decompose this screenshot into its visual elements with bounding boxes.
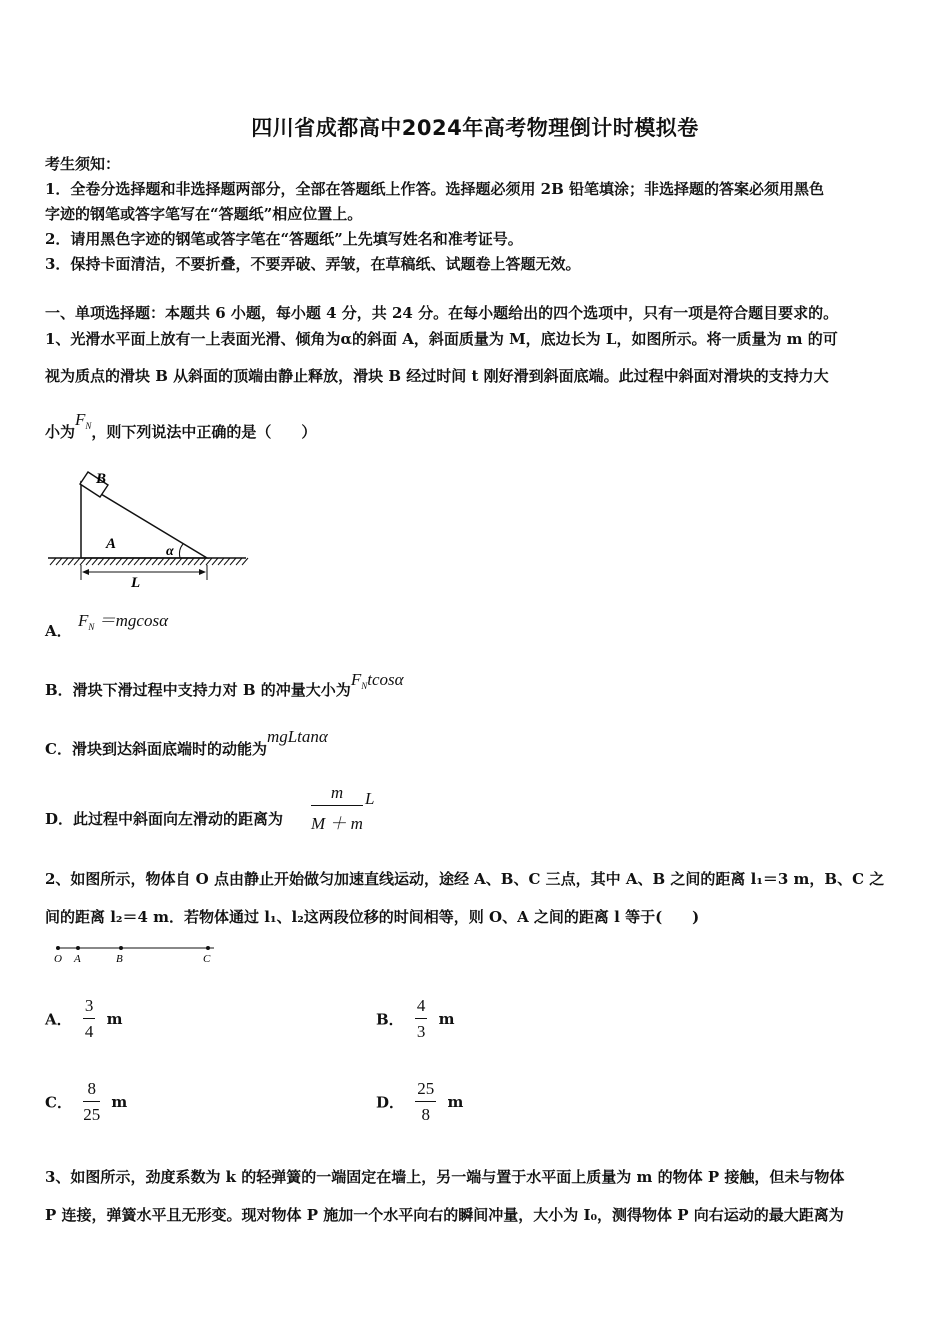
option-unit: m — [438, 1010, 455, 1028]
q2-option-b[interactable] — [376, 996, 455, 1042]
point-c-dot — [206, 946, 210, 950]
q1-line-2: 视为质点的滑块 B 从斜面的顶端由静止释放，滑块 B 经过时间 t 刚好滑到斜面底端。此过程中斜面对滑块的支持力大 — [45, 367, 829, 385]
fraction-numerator: 4 — [415, 996, 428, 1019]
q1-option-d[interactable] — [45, 808, 283, 829]
n-subscript: N — [361, 681, 368, 691]
dim-arrow-left — [82, 569, 89, 575]
angle-arc — [179, 544, 183, 558]
f-letter: F — [78, 611, 89, 630]
q2-option-c[interactable] — [45, 1079, 127, 1125]
q1-option-d-text: D．此过程中斜面向左滑动的距离为 — [45, 810, 284, 828]
q1-option-b-text: B．滑块下滑过程中支持力对 B 的冲量大小为 — [45, 681, 351, 699]
q1-option-c[interactable] — [45, 727, 328, 759]
option-label: B． — [376, 1010, 404, 1029]
option-fraction — [83, 996, 96, 1042]
option-label: C． — [45, 1093, 72, 1112]
option-label: D． — [376, 1093, 405, 1112]
notice-item-1b: 字迹的钢笔或答字笔写在“答题纸”相应位置上。 — [45, 205, 363, 223]
fraction-numerator: 3 — [83, 996, 96, 1019]
page-title: 四川省成都高中2024年高考物理倒计时模拟卷 — [251, 116, 699, 140]
fraction-numerator: 25 — [415, 1079, 436, 1102]
q1-option-d-expr — [311, 783, 374, 834]
fraction-denominator: M ＋ m — [311, 814, 363, 833]
notice-item-2: 2．请用黑色字迹的钢笔或答字笔在“答题纸”上先填写姓名和准考证号。 — [45, 230, 523, 248]
dim-arrow-right — [199, 569, 206, 575]
option-fraction — [415, 1079, 436, 1125]
point-b-label: B — [116, 953, 123, 965]
label-a: A — [106, 536, 117, 552]
f-letter: F — [75, 410, 86, 429]
q2-option-a[interactable] — [45, 996, 122, 1042]
notice-item-3: 3．保持卡面清洁，不要折叠，不要弄破、弄皱，在草稿纸、试题卷上答题无效。 — [45, 255, 581, 273]
f-letter: F — [350, 670, 362, 689]
q1-option-d-fraction — [311, 783, 363, 834]
fraction-numerator: 8 — [83, 1079, 100, 1102]
q1-line-3-suffix: ，则下列说法中正确的是（ ） — [91, 423, 317, 441]
n-subscript: N — [85, 421, 92, 431]
q1-option-a-label[interactable]: A． — [45, 622, 72, 640]
fraction-denominator: 25 — [83, 1105, 101, 1124]
q3-line-2: P 连接，弹簧水平且无形变。现对物体 P 施加一个水平向右的瞬间冲量，大小为 I₀，测得物体 P 向右运动的最大距离为 — [45, 1206, 844, 1224]
line-points-figure — [48, 940, 223, 966]
q2-line-1: 2、如图所示，物体自 O 点由静止开始做匀加速直线运动，途经 A、B、C 三点，其中 A、B 之间的距离 l₁＝3 m，B、C 之 — [45, 870, 885, 888]
q1-option-c-expr: mgLtanα — [266, 727, 328, 746]
q1-fn-symbol — [75, 410, 91, 429]
option-fraction — [415, 996, 428, 1042]
point-o-dot — [56, 946, 60, 950]
label-l: L — [131, 575, 141, 591]
q1-line-3-prefix: 小为 — [45, 423, 76, 441]
q1-option-b-expr — [351, 670, 404, 689]
fraction-denominator: 8 — [421, 1105, 430, 1124]
q1-option-a-rhs: ＝mgcosα — [98, 611, 169, 630]
q1-option-a-expr — [78, 606, 168, 632]
incline-figure — [44, 468, 254, 592]
point-o-label: O — [54, 953, 62, 965]
ground-hatching — [50, 558, 248, 565]
option-unit: m — [111, 1093, 128, 1111]
q2-line-2: 间的距离 l₂＝4 m．若物体通过 l₁、l₂这两段位移的时间相等，则 O、A 之间的距离 l 等于( ) — [45, 908, 700, 926]
q1-line-3 — [45, 410, 317, 443]
option-fraction — [83, 1079, 100, 1125]
fraction-denominator: 4 — [84, 1022, 94, 1041]
option-unit: m — [106, 1010, 123, 1028]
point-a-dot — [76, 946, 80, 950]
q1-option-b-rhs: tcosα — [367, 670, 404, 689]
point-a-label: A — [74, 953, 81, 965]
q1-option-b[interactable] — [45, 670, 404, 701]
label-b: B — [96, 471, 107, 487]
label-alpha: α — [166, 544, 174, 559]
q1-option-c-text: C．滑块到达斜面底端时的动能为 — [45, 740, 267, 758]
option-unit: m — [447, 1093, 464, 1111]
q1-option-d-tail: L — [364, 789, 375, 808]
q3-line-1: 3、如图所示，劲度系数为 k 的轻弹簧的一端固定在墙上，另一端与置于水平面上质量为 m 的物体 P 接触，但未与物体 — [45, 1168, 845, 1186]
fraction-numerator: m — [311, 783, 363, 806]
notice-heading: 考生须知： — [45, 155, 121, 173]
point-c-label: C — [203, 953, 211, 965]
point-b-dot — [119, 946, 123, 950]
option-label: A． — [45, 1010, 72, 1029]
section-heading: 一、单项选择题：本题共 6 小题，每小题 4 分，共 24 分。在每小题给出的四个选项中，只有一项是符合题目要求的。 — [45, 304, 839, 322]
notice-item-1a: 1．全卷分选择题和非选择题两部分，全部在答题纸上作答。选择题必须用 2B 铅笔填涂；非选择题的答案必须用黑色 — [45, 180, 825, 198]
n-subscript: N — [88, 622, 95, 632]
q1-line-1: 1、光滑水平面上放有一上表面光滑、倾角为α的斜面 A，斜面质量为 M，底边长为 L，如图所示。将一质量为 m 的可 — [45, 330, 838, 348]
q2-option-d[interactable] — [376, 1079, 463, 1125]
fraction-denominator: 3 — [416, 1022, 426, 1041]
